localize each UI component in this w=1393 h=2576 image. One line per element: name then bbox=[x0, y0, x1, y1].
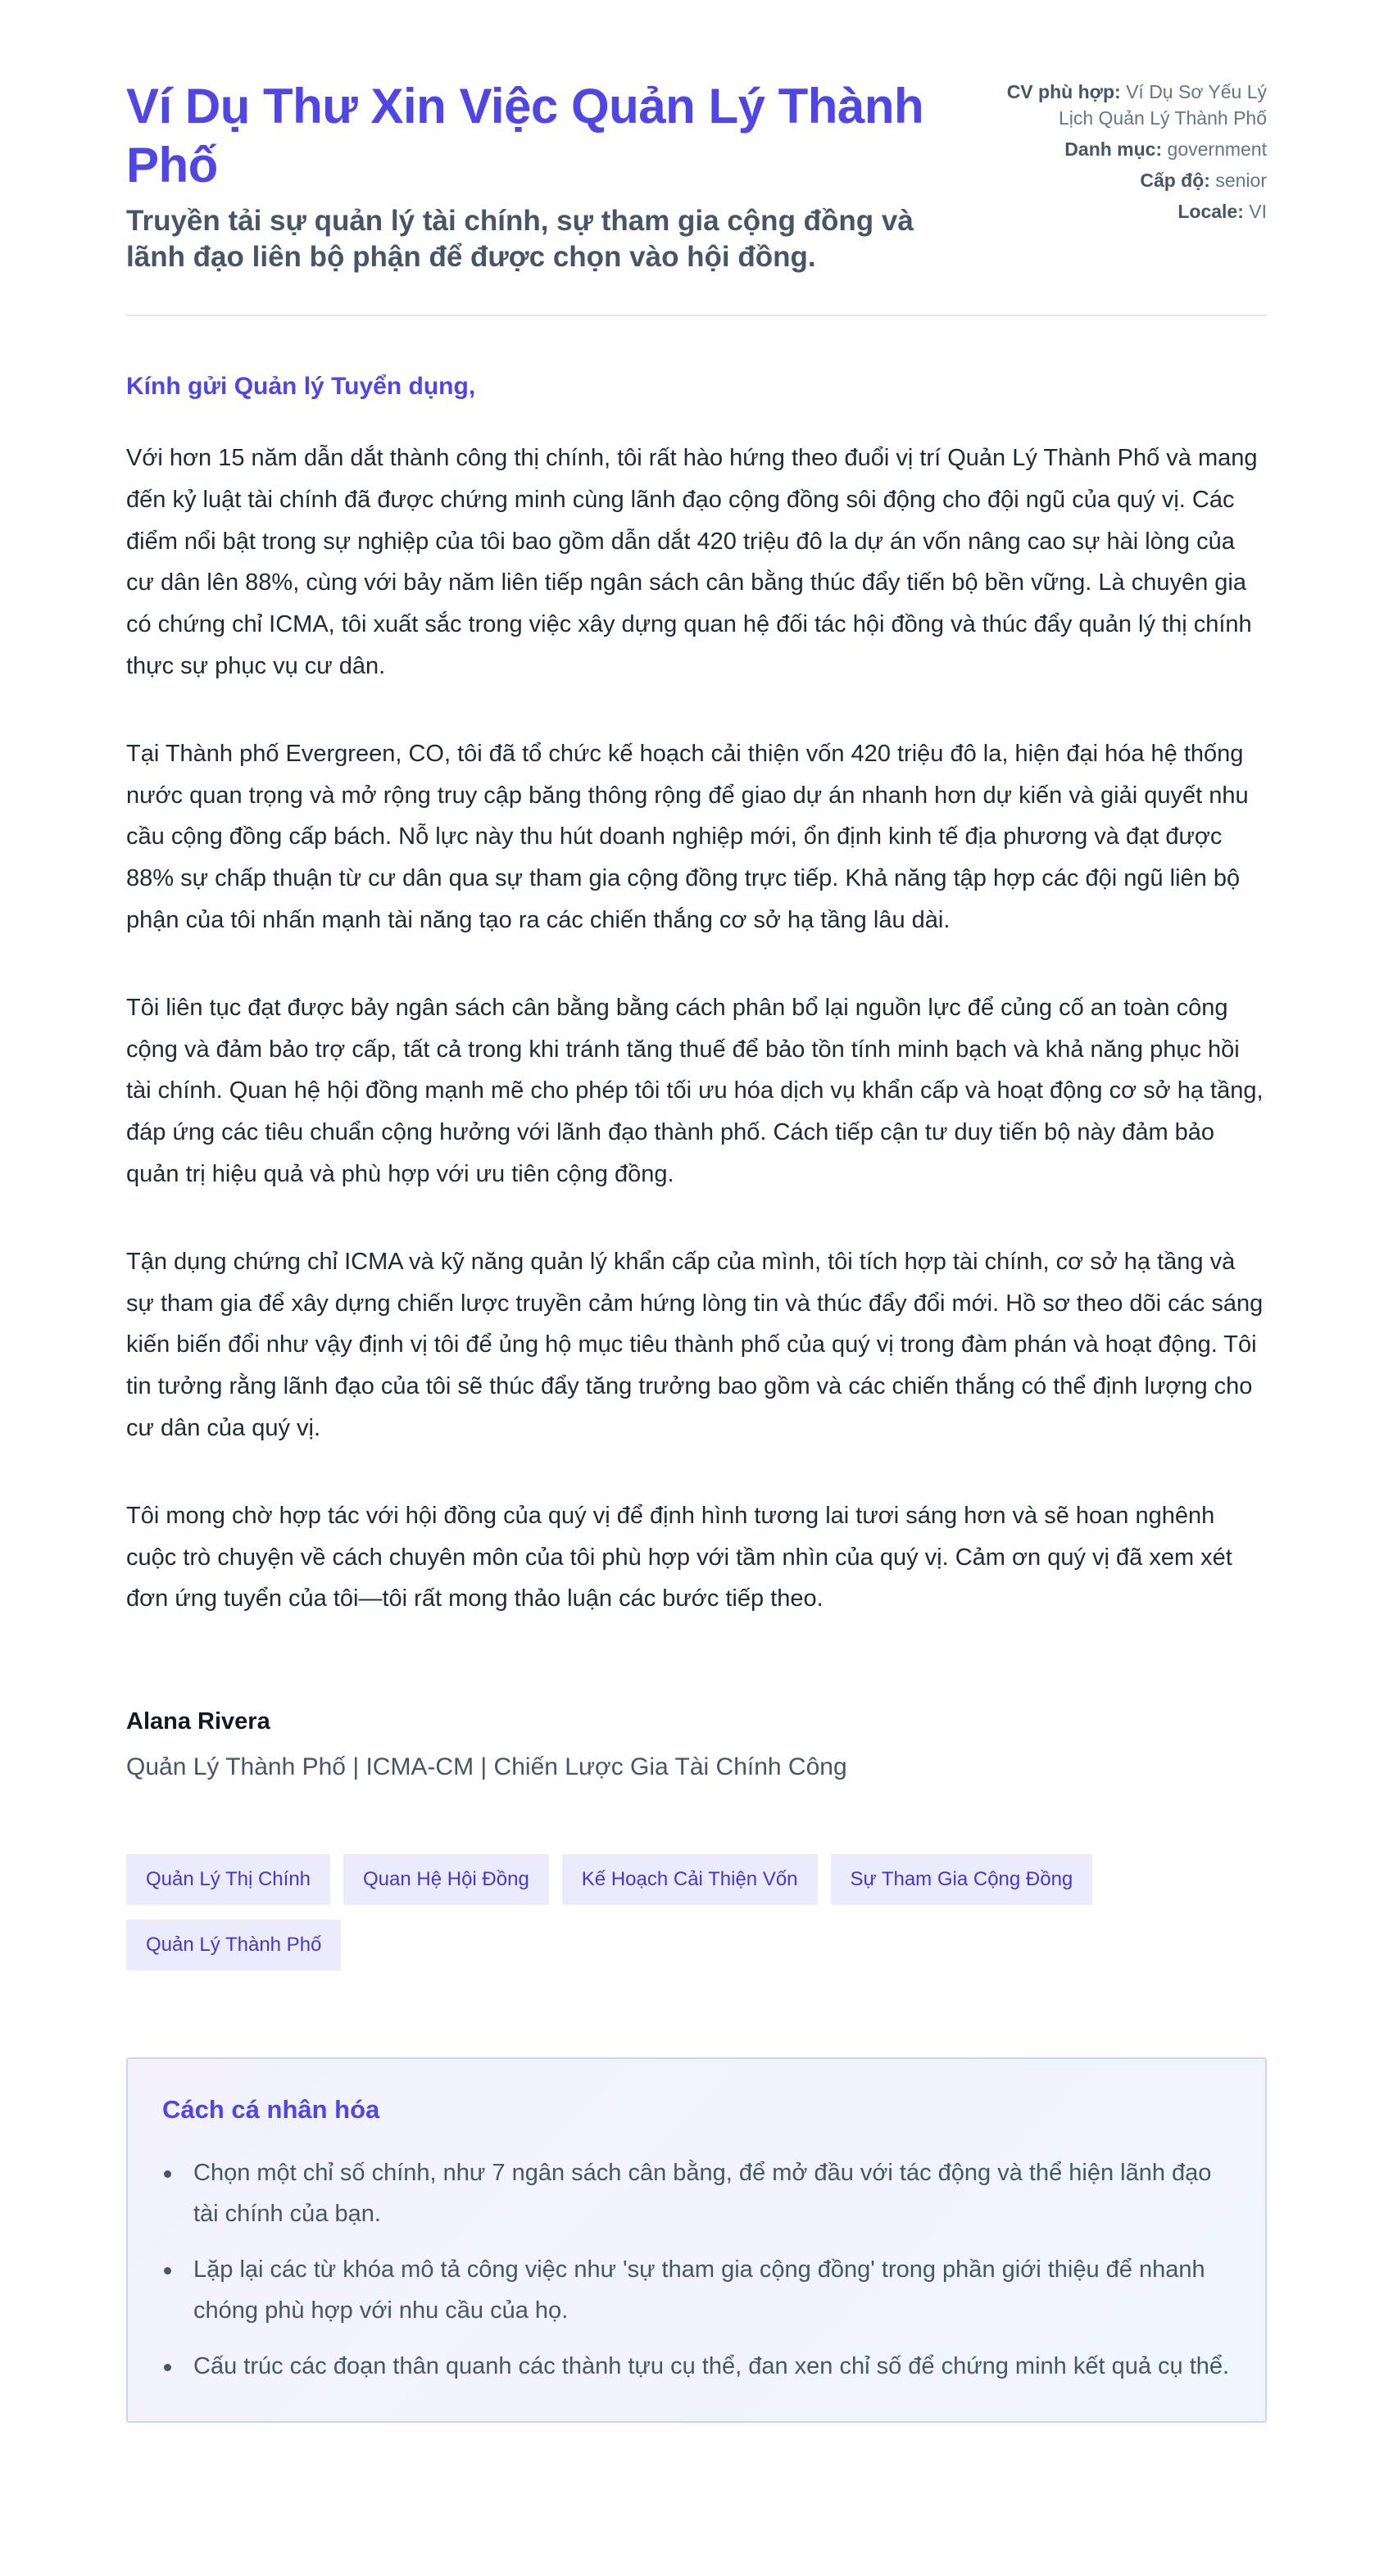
letter-paragraph: Tại Thành phố Evergreen, CO, tôi đã tổ chức kế hoạch cải thiện vốn 420 triệu đô la, hiện đại hóa hệ thống nước quan trọng và mở rộng truy cập băng thông rộng để giao dự án nhanh hơn dự kiến và giải quyết nhu cầu cộng đồng cấp bách. Nỗ lực này thu hút doanh nghiệp mới, ổn định kinh tế địa phương và đạt được 88% sự chấp thuận từ cư dân qua sự tham gia cộng đồng trực tiếp. Khả năng tập hợp các đội ngũ liên bộ phận của tôi nhấn mạnh tài năng tạo ra các chiến thắng cơ sở hạ tầng lâu dài. bbox=[126, 740, 1249, 933]
keyword-tag: Quản Lý Thị Chính bbox=[126, 1854, 330, 1905]
personalization-card bbox=[126, 2057, 1267, 2423]
meta-locale-value: VI bbox=[1249, 201, 1267, 222]
letter-paragraph: Tôi liên tục đạt được bảy ngân sách cân bằng bằng cách phân bổ lại nguồn lực để củng cố an toàn công cộng và đảm bảo trợ cấp, tất cả trong khi tránh tăng thuế để bảo tồn tính minh bạch và khả năng phục hồi tài chính. Quan hệ hội đồng mạnh mẽ cho phép tôi tối ưu hóa dịch vụ khẩn cấp và hoạt động cơ sở hạ tầng, đáp ứng các tiêu chuẩn cộng hưởng với lãnh đạo thành phố. Cách tiếp cận tư duy tiến bộ này đảm bảo quản trị hiệu quả và phù hợp với ưu tiên cộng đồng. bbox=[126, 994, 1264, 1187]
meta-cv-label: CV phù hợp: bbox=[1006, 81, 1121, 102]
meta-panel bbox=[972, 77, 1267, 229]
letter-paragraph: Tận dụng chứng chỉ ICMA và kỹ năng quản lý khẩn cấp của mình, tôi tích hợp tài chính, cơ sở hạ tầng và sự tham gia để xây dựng chiến lược truyền cảm hứng lòng tin và thúc đẩy đổi mới. Hồ sơ theo dõi các sáng kiến biến đổi như vậy định vị tôi để ủng hộ mục tiêu thành phố của quý vị trong đàm phán và hoạt động. Tôi tin tưởng rằng lãnh đạo của tôi sẽ thúc đẩy tăng trưởng bao gồm và các chiến thắng có thể định lượng cho cư dân của quý vị. bbox=[126, 1248, 1264, 1441]
keyword-tag: Sự Tham Gia Cộng Đồng bbox=[831, 1854, 1093, 1905]
letter-body bbox=[126, 370, 1267, 1784]
personalization-tip: Lặp lại các từ khóa mô tả công việc như 'sự tham gia cộng đồng' trong phần giới thiệu để nhanh chóng phù hợp với nhu cầu của họ. bbox=[193, 2249, 1232, 2331]
keyword-tags bbox=[126, 1854, 1142, 1971]
meta-locale-label: Locale: bbox=[1177, 201, 1244, 222]
letter-paragraph: Tôi mong chờ hợp tác với hội đồng của quý vị để định hình tương lai tươi sáng hơn và sẽ hoan nghênh cuộc trò chuyện về cách chuyên môn của tôi phù hợp với tầm nhìn của quý vị. Cảm ơn quý vị đã xem xét đơn ứng tuyển của tôi—tôi rất mong thảo luận các bước tiếp theo. bbox=[126, 1502, 1232, 1612]
keyword-tag: Quản Lý Thành Phố bbox=[126, 1920, 341, 1971]
meta-level-value: senior bbox=[1215, 170, 1267, 191]
header-divider bbox=[126, 315, 1267, 316]
meta-level-label: Cấp độ: bbox=[1140, 170, 1210, 191]
cover-letter-page bbox=[126, 0, 1267, 2423]
meta-locale bbox=[972, 198, 1267, 224]
personalization-title: Cách cá nhân hóa bbox=[162, 2095, 380, 2125]
page-subtitle: Truyền tải sự quản lý tài chính, sự tham gia cộng đồng và lãnh đạo liên bộ phận để được chọn vào hội đồng. bbox=[126, 205, 914, 273]
meta-category-value: government bbox=[1167, 138, 1267, 160]
page-title: Ví Dụ Thư Xin Việc Quản Lý Thành Phố bbox=[126, 79, 924, 193]
meta-level bbox=[972, 167, 1267, 193]
keyword-tag: Quan Hệ Hội Đồng bbox=[343, 1854, 549, 1905]
salutation: Kính gửi Quản lý Tuyển dụng, bbox=[126, 373, 476, 400]
letter-paragraph: Với hơn 15 năm dẫn dắt thành công thị chính, tôi rất hào hứng theo đuổi vị trí Quản Lý Thành Phố và mang đến kỷ luật tài chính đã được chứng minh cùng lãnh đạo cộng đồng sôi động cho đội ngũ của quý vị. Các điểm nổi bật trong sự nghiệp của tôi bao gồm dẫn dắt 420 triệu đô la dự án vốn nâng cao sự hài lòng của cư dân lên 88%, cùng với bảy năm liên tiếp ngân sách cân bằng thúc đẩy tiến bộ bền vững. Là chuyên gia có chứng chỉ ICMA, tôi xuất sắc trong việc xây dựng quan hệ đối tác hội đồng và thúc đẩy quản lý thị chính thực sự phục vụ cư dân. bbox=[126, 445, 1258, 679]
personalization-list bbox=[162, 2152, 1232, 2387]
header-titles bbox=[126, 77, 946, 275]
signature-name: Alana Rivera bbox=[126, 1708, 270, 1735]
page-header bbox=[126, 77, 1267, 275]
personalization-tip: Cấu trúc các đoạn thân quanh các thành tựu cụ thể, đan xen chỉ số để chứng minh kết quả cụ thể. bbox=[193, 2346, 1232, 2387]
meta-cv bbox=[972, 79, 1267, 131]
meta-category-label: Danh mục: bbox=[1064, 138, 1163, 160]
keyword-tag: Kế Hoạch Cải Thiện Vốn bbox=[562, 1854, 818, 1905]
personalization-tip: Chọn một chỉ số chính, như 7 ngân sách cân bằng, để mở đầu với tác động và thể hiện lãnh đạo tài chính của bạn. bbox=[193, 2152, 1232, 2234]
meta-category bbox=[972, 136, 1267, 162]
meta-cv-value[interactable]: Ví Dụ Sơ Yếu Lý Lịch Quản Lý Thành Phố bbox=[1058, 81, 1267, 129]
signature-role: Quản Lý Thành Phố | ICMA-CM | Chiến Lược Gia Tài Chính Công bbox=[126, 1753, 847, 1781]
